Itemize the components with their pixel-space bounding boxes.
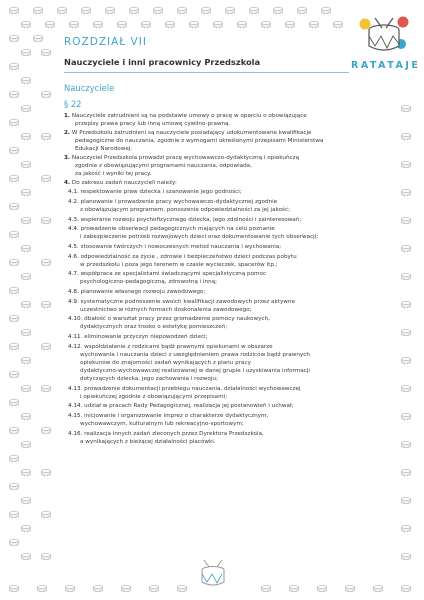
drum-pattern-icon xyxy=(400,552,412,561)
drum-pattern-icon xyxy=(400,132,412,141)
item-text: Nauczyciel Przedszkola prowadzi pracę wychowawczo-dydaktyczną i opiekuńczą xyxy=(71,155,300,162)
sub-list-item xyxy=(68,402,384,410)
drum-pattern-icon xyxy=(20,76,32,85)
drum-pattern-icon xyxy=(8,118,20,127)
sub-list-item xyxy=(68,253,384,269)
item-text: przepisy prawa pracy lub inną umowę cywilno-prawną. xyxy=(75,121,231,128)
logo-text: RATATAJE xyxy=(351,60,421,71)
sub-item-text: psychologiczno-pedagogiczną, zdrowotną i inną; xyxy=(80,279,218,286)
drum-pattern-icon xyxy=(400,356,412,365)
sub-list-item xyxy=(68,412,384,428)
sub-item-number: 4.9. xyxy=(68,298,79,305)
drum-pattern-icon xyxy=(400,384,412,393)
sub-item-text: eliminowanie przyczyn niepowodzeń dzieci; xyxy=(84,334,208,341)
drum-pattern-icon xyxy=(224,6,236,15)
list-item xyxy=(64,179,384,187)
drum-pattern-icon xyxy=(20,216,32,225)
drum-pattern-icon xyxy=(8,510,20,519)
drum-pattern-icon xyxy=(400,584,412,593)
drum-pattern-icon xyxy=(164,20,176,29)
sub-item-text: i zabezpieczenie potrzeb rozwojowych dzieci oraz dokumentowanie tych obserwacji; xyxy=(80,234,319,241)
drum-pattern-icon xyxy=(8,258,20,267)
drum-pattern-icon xyxy=(400,300,412,309)
drum-pattern-icon xyxy=(8,202,20,211)
sub-item-number: 4.10. xyxy=(68,316,83,323)
drum-pattern-icon xyxy=(140,20,152,29)
sub-item-text: a wynikających z bieżącej działalności placówki. xyxy=(80,438,216,445)
sub-item-number: 4.3. xyxy=(68,216,79,223)
drum-pattern-icon xyxy=(40,342,52,351)
drum-pattern-icon xyxy=(20,384,32,393)
drum-pattern-icon xyxy=(20,188,32,197)
drum-pattern-icon xyxy=(20,48,32,57)
drum-pattern-icon xyxy=(44,20,56,29)
drum-pattern-icon xyxy=(8,454,20,463)
drum-pattern-icon xyxy=(92,20,104,29)
drum-pattern-icon xyxy=(400,244,412,253)
drum-pattern-icon xyxy=(8,370,20,379)
sub-item-number: 4.4. xyxy=(68,226,79,233)
drum-pattern-icon xyxy=(248,6,260,15)
drum-pattern-icon xyxy=(8,314,20,323)
sub-item-number: 4.11. xyxy=(68,334,83,341)
drum-pattern-icon xyxy=(400,328,412,337)
sub-list-item xyxy=(68,225,384,241)
sub-item-number: 4.14. xyxy=(68,403,83,410)
drum-pattern-icon xyxy=(92,584,104,593)
drum-pattern-icon xyxy=(32,34,44,43)
drum-pattern-icon xyxy=(36,584,48,593)
drum-pattern-icon xyxy=(8,398,20,407)
drum-icon xyxy=(351,10,417,60)
drum-pattern-icon xyxy=(40,510,52,519)
sub-item-text: uczestnictwo w różnych formach doskonalenia zawodowego; xyxy=(80,306,252,313)
list-item xyxy=(64,154,384,178)
title-divider xyxy=(64,72,349,73)
sub-item-text: i opiekuńczej zgodnie z obowiązującymi przepisami; xyxy=(80,393,228,400)
sub-item-number: 4.2. xyxy=(68,199,79,206)
sub-item-number: 4.7. xyxy=(68,271,79,278)
drum-pattern-icon xyxy=(40,300,52,309)
drum-pattern-icon xyxy=(400,412,412,421)
drum-pattern-icon xyxy=(400,188,412,197)
drum-pattern-icon xyxy=(8,426,20,435)
sub-item-text: wychowania i nauczania dzieci z uwzględnieniem prawa rodziców bądź prawnych xyxy=(80,351,310,358)
drum-pattern-icon xyxy=(20,244,32,253)
drum-pattern-icon xyxy=(20,440,32,449)
sub-item-number: 4.6. xyxy=(68,253,79,260)
drum-illustration xyxy=(198,558,228,588)
drum-pattern-icon xyxy=(40,174,52,183)
sub-list xyxy=(64,188,384,445)
drum-pattern-icon xyxy=(8,584,20,593)
drum-pattern-icon xyxy=(8,90,20,99)
drum-pattern-icon xyxy=(120,584,132,593)
item-text: Edukacji Narodowej. xyxy=(75,146,133,153)
drum-pattern-icon xyxy=(20,468,32,477)
sub-list-item xyxy=(68,198,384,214)
drum-pattern-icon xyxy=(8,6,20,15)
drum-pattern-icon xyxy=(400,496,412,505)
chapter-title: ROZDZIAŁ VII xyxy=(64,36,147,48)
sub-list-item xyxy=(68,315,384,331)
drum-pattern-icon xyxy=(64,584,76,593)
drum-pattern-icon xyxy=(20,272,32,281)
drum-pattern-icon xyxy=(116,20,128,29)
drum-pattern-icon xyxy=(200,6,212,15)
drum-pattern-icon xyxy=(80,6,92,15)
sub-list-item xyxy=(68,216,384,224)
sub-item-text: realizacja innych zadań zleconych przez Dyrektora Przedszkola, xyxy=(84,430,264,437)
sub-item-text: odpowiedzialność za życie , zdrowie i bezpieczeństwo dzieci podczas pobytu xyxy=(80,253,297,260)
drum-pattern-icon xyxy=(344,584,356,593)
drum-pattern-icon xyxy=(332,20,344,29)
drum-pattern-icon xyxy=(400,104,412,113)
drum-pattern-icon xyxy=(188,20,200,29)
drum-pattern-icon xyxy=(8,342,20,351)
sub-item-text: w przedszkolu i poza jego terenem w czasie wycieczek, spacerów itp.; xyxy=(80,261,278,268)
sub-item-text: stosowanie twórczych i nowoczesnych metod nauczania i wychowania; xyxy=(80,244,282,251)
drum-pattern-icon xyxy=(20,412,32,421)
drum-pattern-icon xyxy=(8,230,20,239)
sub-list-item xyxy=(68,288,384,296)
sub-item-text: współdziałanie z rodzicami bądź prawnymi opiekunami w obszarze xyxy=(84,343,273,350)
sub-item-text: opiekunów do znajomości zadań wynikających z planu pracy xyxy=(80,359,251,366)
drum-pattern-icon xyxy=(260,584,272,593)
drum-pattern-icon xyxy=(40,552,52,561)
drum-pattern-icon xyxy=(40,258,52,267)
sub-item-text: prowadzenie dokumentacji przebiegu nauczania, działalności wychowawczej xyxy=(84,385,301,392)
sub-item-text: współpraca ze specjalistami świadczącymi specjalistyczną pomoc xyxy=(80,271,267,278)
chapter-subtitle: Nauczyciele i inni pracownicy Przedszkola xyxy=(64,57,261,67)
drum-pattern-icon xyxy=(68,20,80,29)
list-item xyxy=(64,129,384,153)
drum-pattern-icon xyxy=(20,20,32,29)
sub-list-item xyxy=(68,243,384,251)
sub-list-item xyxy=(68,385,384,401)
drum-pattern-icon xyxy=(20,160,32,169)
drum-pattern-icon xyxy=(400,440,412,449)
sub-item-text: dydaktycznych oraz trosko o estetykę pomieszczeń; xyxy=(80,324,228,331)
drum-pattern-icon xyxy=(400,160,412,169)
drum-pattern-icon xyxy=(20,300,32,309)
item-number: 4. xyxy=(64,180,71,187)
drum-pattern-icon xyxy=(40,468,52,477)
drum-pattern-icon xyxy=(308,20,320,29)
drum-pattern-icon xyxy=(212,20,224,29)
sub-item-number: 4.12. xyxy=(68,343,83,350)
drum-pattern-icon xyxy=(296,6,308,15)
drum-pattern-icon xyxy=(40,48,52,57)
drum-pattern-icon xyxy=(8,174,20,183)
sub-item-text: respektowanie praw dziecka i szanowanie jego godności; xyxy=(80,189,242,196)
drum-pattern-icon xyxy=(20,496,32,505)
drum-pattern-icon xyxy=(284,20,296,29)
sub-item-number: 4.13. xyxy=(68,385,83,392)
drum-pattern-icon xyxy=(20,132,32,141)
drum-pattern-icon xyxy=(20,104,32,113)
drum-pattern-icon xyxy=(32,6,44,15)
sub-item-text: planowanie własnego rozwoju zawodowego; xyxy=(80,289,206,296)
drum-pattern-icon xyxy=(176,6,188,15)
item-text: Nauczyciele zatrudnieni są na podstawie umowy o pracę w oparciu o obowiązujące xyxy=(71,113,307,119)
paragraph-number: § 22 xyxy=(64,99,82,109)
drum-pattern-icon xyxy=(40,132,52,141)
drum-pattern-icon xyxy=(8,286,20,295)
sub-item-text: planowanie i prowadzenie pracy wychowawczo-dydaktycznej zgodnie xyxy=(80,199,278,206)
sub-list-item xyxy=(68,430,384,446)
item-text: pedagogiczne do nauczania, zgodnie z wymogami określonymi przepisami Ministerstwa xyxy=(75,138,324,145)
drum-pattern-icon xyxy=(40,90,52,99)
section-heading: Nauczyciele xyxy=(64,83,115,93)
sub-item-number: 4.16. xyxy=(68,430,83,437)
drum-pattern-icon xyxy=(8,146,20,155)
list-item xyxy=(64,112,384,128)
drum-pattern-icon xyxy=(372,584,384,593)
drum-pattern-icon xyxy=(8,62,20,71)
drum-pattern-icon xyxy=(236,20,248,29)
item-number: 3. xyxy=(64,155,71,162)
drum-pattern-icon xyxy=(176,584,188,593)
drum-pattern-icon xyxy=(272,6,284,15)
item-text: W Przedszkolu zatrudnieni są nauczyciele posiadający udokumentowane kwalifikacje xyxy=(71,130,312,137)
item-text: za jakość i wyniki tej pracy. xyxy=(75,171,152,178)
drum-pattern-icon xyxy=(128,6,140,15)
item-number: 1. xyxy=(64,113,71,119)
drum-pattern-icon xyxy=(40,384,52,393)
sub-item-text: inicjowanie i organizowanie imprez o charakterze dydaktycznym, xyxy=(84,412,269,419)
drum-pattern-icon xyxy=(104,6,116,15)
drum-pattern-icon xyxy=(152,6,164,15)
drum-pattern-icon xyxy=(400,468,412,477)
sub-list-item xyxy=(68,298,384,314)
sub-list-item xyxy=(68,188,384,196)
sub-item-text: dbałość o warsztat pracy przez gromadzenie pomocy naukowych, xyxy=(84,316,270,323)
drum-pattern-icon xyxy=(316,584,328,593)
sub-item-text: dotyczących dziecka, jego zachowania i rozwoju; xyxy=(80,375,218,382)
sub-item-number: 4.1. xyxy=(68,189,79,196)
drum-pattern-icon xyxy=(40,216,52,225)
drum-pattern-icon xyxy=(40,426,52,435)
item-number: 2. xyxy=(64,130,71,137)
ratataje-logo xyxy=(351,10,421,88)
sub-item-text: prowadzenie obserwacji pedagogicznych mających na celu poznanie xyxy=(80,226,275,233)
drum-pattern-icon xyxy=(400,272,412,281)
drum-pattern-icon xyxy=(20,524,32,533)
drum-pattern-icon xyxy=(8,482,20,491)
sub-item-text: wspieranie rozwoju psychofizycznego dziecka, jego zdolności i zainteresowań; xyxy=(80,216,302,223)
sub-item-number: 4.5. xyxy=(68,244,79,251)
sub-item-text: dydaktyczno-wychowawczej realizowanej w danej grupie i uzyskiwania informacji xyxy=(80,367,310,374)
item-text: Do zakresu zadań nauczycieli należy: xyxy=(71,180,177,187)
sub-item-number: 4.8. xyxy=(68,289,79,296)
drum-pattern-icon xyxy=(288,584,300,593)
sub-item-text: z obowiązującym programem, ponoszenie odpowiedzialności za jej jakość; xyxy=(80,207,290,214)
sub-list-item xyxy=(68,343,384,383)
drum-pattern-icon xyxy=(56,6,68,15)
drum-pattern-icon xyxy=(400,524,412,533)
drum-pattern-icon xyxy=(260,20,272,29)
drum-pattern-icon xyxy=(8,538,20,547)
drum-pattern-icon xyxy=(8,34,20,43)
drum-pattern-icon xyxy=(20,356,32,365)
drum-pattern-icon xyxy=(320,6,332,15)
sub-item-number: 4.15. xyxy=(68,412,83,419)
drum-pattern-icon xyxy=(20,328,32,337)
sub-list-item xyxy=(68,270,384,286)
item-text: zgodnie z obowiązującymi programami nauczania, odpowiada, xyxy=(75,163,252,170)
duties-list xyxy=(64,112,384,447)
drum-pattern-icon xyxy=(20,552,32,561)
sub-item-text: wychowawczym, kulturalnym lub rekreacyjno-sportowym; xyxy=(80,420,244,427)
sub-list-item xyxy=(68,333,384,341)
drum-pattern-icon xyxy=(148,584,160,593)
sub-item-text: systematyczne podnoszenie swoich kwalifikacji zawodowych przez aktywne xyxy=(80,298,295,305)
sub-item-text: udział w pracach Rady Pedagogicznej, realizacja jej postanowień i uchwał; xyxy=(84,403,294,410)
drum-pattern-icon xyxy=(400,216,412,225)
